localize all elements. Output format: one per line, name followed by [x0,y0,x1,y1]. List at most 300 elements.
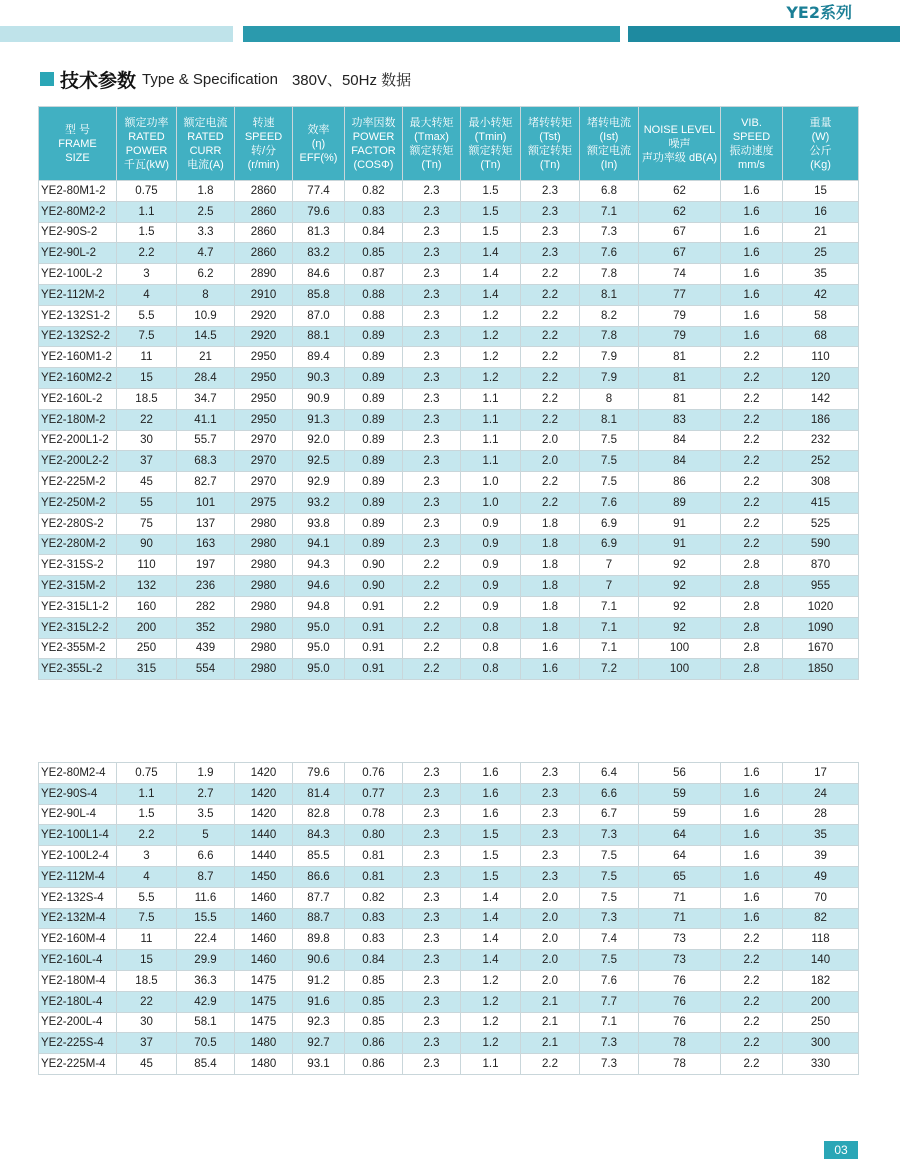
table-cell: 2.3 [403,347,461,368]
table-row [39,451,859,472]
table-cell: 1.6 [721,804,783,825]
table-cell: 0.81 [345,846,403,867]
table-cell: 2.2 [521,326,580,347]
table-cell: 81 [639,368,721,389]
table-cell: 100 [639,659,721,680]
table-cell: 7.7 [580,991,639,1012]
table-cell: 7.5 [580,846,639,867]
column-header [235,107,293,181]
table-cell: 1.5 [117,804,177,825]
table-cell: 70.5 [177,1033,235,1054]
table-cell: 2.2 [403,555,461,576]
table-cell: 2.3 [403,201,461,222]
table-cell: 2.3 [403,305,461,326]
table-cell: 81.3 [293,222,345,243]
table-cell: 2.2 [117,825,177,846]
table-cell: 2.2 [721,929,783,950]
table-cell: 2.2 [521,368,580,389]
table-cell: 0.9 [461,513,521,534]
table-cell: 81 [639,388,721,409]
table-cell: 0.81 [345,866,403,887]
table-cell: 2.2 [521,1054,580,1075]
frame-size-cell: YE2-160M-4 [39,929,117,950]
table-cell: 2.2 [721,991,783,1012]
table-cell: 2.3 [403,409,461,430]
frame-size-cell: YE2-160L-4 [39,950,117,971]
table-cell: 7 [580,576,639,597]
column-header-line: RATED [128,130,165,143]
table-row [39,243,859,264]
table-cell: 82.8 [293,804,345,825]
table-cell: 2.3 [403,451,461,472]
table-cell: 2950 [235,388,293,409]
table-cell: 1.5 [461,222,521,243]
table-cell: 17 [783,763,859,784]
frame-size-cell: YE2-90L-2 [39,243,117,264]
table-cell: 21 [177,347,235,368]
column-header [721,107,783,181]
table-cell: 110 [783,347,859,368]
column-header-line: 堵转转矩 [528,116,572,129]
table-cell: 1.4 [461,908,521,929]
table-cell: 870 [783,555,859,576]
table-cell: 89.8 [293,929,345,950]
table-cell: 2.2 [721,347,783,368]
table-cell: 18.5 [117,970,177,991]
table-cell: 1.1 [117,201,177,222]
table-cell: 68.3 [177,451,235,472]
frame-size-cell: YE2-80M1-2 [39,181,117,202]
table-cell: 2.0 [521,887,580,908]
table-cell: 140 [783,950,859,971]
frame-size-cell: YE2-160M1-2 [39,347,117,368]
table-cell: 1.9 [177,763,235,784]
table-cell: 2.0 [521,908,580,929]
table-cell: 1.6 [721,201,783,222]
table-cell: 6.8 [580,181,639,202]
table-cell: 2.2 [521,472,580,493]
table-cell: 2.3 [403,763,461,784]
table-cell: 2.3 [521,783,580,804]
table-row [39,326,859,347]
table-header-row [39,107,859,181]
table-cell: 1.6 [461,783,521,804]
table-cell: 7.3 [580,1054,639,1075]
table-cell: 2.3 [403,243,461,264]
column-header-line: SPEED [732,130,771,143]
table-cell: 1.5 [461,846,521,867]
frame-size-cell: YE2-90S-4 [39,783,117,804]
table-cell: 1.6 [721,264,783,285]
table-cell: 35 [783,264,859,285]
table-cell: 89 [639,492,721,513]
column-header-line: 堵转电流 [587,116,631,129]
column-header-line: (Tmin) [474,130,507,143]
table-cell: 5 [177,825,235,846]
table-cell: 1.4 [461,284,521,305]
table-cell: 11 [117,347,177,368]
table-cell: 2.3 [403,783,461,804]
frame-size-cell: YE2-280M-2 [39,534,117,555]
table-cell: 0.77 [345,783,403,804]
table-cell: 29.9 [177,950,235,971]
table-cell: 2.3 [403,326,461,347]
table-cell: 2.2 [403,617,461,638]
table-cell: 73 [639,929,721,950]
table-cell: 0.91 [345,659,403,680]
table-cell: 1.6 [721,763,783,784]
table-cell: 1.4 [461,243,521,264]
table-cell: 1.8 [521,617,580,638]
table-cell: 81.4 [293,783,345,804]
column-header-line: (η) [311,137,326,150]
table-cell: 55.7 [177,430,235,451]
table-cell: 88.1 [293,326,345,347]
table-cell: 2.7 [177,783,235,804]
table-cell: 2.3 [521,825,580,846]
table-cell: 1440 [235,846,293,867]
table-cell: 94.1 [293,534,345,555]
table-cell: 37 [117,451,177,472]
table-cell: 15 [117,368,177,389]
table-cell: 7.6 [580,243,639,264]
table-cell: 200 [117,617,177,638]
table-cell: 0.8 [461,659,521,680]
table-cell: 1.8 [177,181,235,202]
table-cell: 82 [783,908,859,929]
table-row [39,783,859,804]
table-cell: 0.89 [345,347,403,368]
table-cell: 0.89 [345,409,403,430]
table-cell: 22 [117,409,177,430]
table-cell: 2.2 [521,347,580,368]
table-cell: 2.8 [721,596,783,617]
table-cell: 1.6 [721,326,783,347]
table-cell: 83 [639,409,721,430]
table-cell: 35 [783,825,859,846]
column-header-line: CURR [189,144,222,157]
table-row [39,201,859,222]
table-cell: 0.78 [345,804,403,825]
table-cell: 2.3 [403,430,461,451]
table-cell: 71 [639,887,721,908]
table-cell: 1.0 [461,472,521,493]
table-cell: 58.1 [177,1012,235,1033]
table-row [39,555,859,576]
table-cell: 1.4 [461,264,521,285]
table-cell: 1420 [235,804,293,825]
column-header-line: NOISE LEVEL [643,123,716,136]
table-cell: 5.5 [117,305,177,326]
frame-size-cell: YE2-112M-4 [39,866,117,887]
table-cell: 2980 [235,555,293,576]
table-cell: 2.3 [521,804,580,825]
table-cell: 2980 [235,576,293,597]
table-cell: 79.6 [293,763,345,784]
table-cell: 2.3 [403,388,461,409]
table-cell: 28 [783,804,859,825]
table-cell: 2.3 [521,201,580,222]
table-cell: 2950 [235,347,293,368]
table-cell: 85.5 [293,846,345,867]
table-cell: 2.3 [403,846,461,867]
table-cell: 1.5 [461,825,521,846]
table-cell: 110 [117,555,177,576]
table-cell: 1480 [235,1054,293,1075]
table-cell: 2.2 [117,243,177,264]
table-cell: 56 [639,763,721,784]
table-cell: 79 [639,305,721,326]
column-header-line: (W) [811,130,830,143]
table-cell: 90 [117,534,177,555]
table-cell: 95.0 [293,617,345,638]
table-cell: 7.5 [580,472,639,493]
table-row [39,1033,859,1054]
table-cell: 330 [783,1054,859,1075]
table-cell: 89.4 [293,347,345,368]
table-cell: 186 [783,409,859,430]
table-cell: 65 [639,866,721,887]
frame-size-cell: YE2-200L-4 [39,1012,117,1033]
table-cell: 8 [177,284,235,305]
table-cell: 58 [783,305,859,326]
table-cell: 2.3 [403,284,461,305]
table-cell: 0.85 [345,970,403,991]
table-cell: 0.75 [117,763,177,784]
column-header-line: 声功率级 dB(A) [641,151,718,164]
table-cell: 1.6 [721,825,783,846]
table-row [39,430,859,451]
table-cell: 3 [117,846,177,867]
table-cell: 2.5 [177,201,235,222]
table-cell: 2.2 [521,409,580,430]
table-cell: 2970 [235,472,293,493]
column-header [783,107,859,181]
table-row [39,991,859,1012]
table-cell: 1.4 [461,887,521,908]
table-cell: 0.85 [345,991,403,1012]
table-cell: 0.88 [345,305,403,326]
table-cell: 1480 [235,1033,293,1054]
table-cell: 78 [639,1033,721,1054]
table-cell: 71 [639,908,721,929]
table-row [39,929,859,950]
column-header-line: (COSΦ) [353,158,394,171]
table-cell: 90.6 [293,950,345,971]
table-cell: 0.84 [345,950,403,971]
table-cell: 6.9 [580,513,639,534]
table-cell: 0.89 [345,326,403,347]
table-cell: 92.5 [293,451,345,472]
table-row [39,763,859,784]
table-row [39,472,859,493]
frame-size-cell: YE2-132S-4 [39,887,117,908]
table-cell: 14.5 [177,326,235,347]
table-cell: 2980 [235,617,293,638]
table-cell: 1.4 [461,950,521,971]
table-cell: 2975 [235,492,293,513]
table-cell: 1090 [783,617,859,638]
table-cell: 24 [783,783,859,804]
table-cell: 120 [783,368,859,389]
column-header-line: SPEED [244,130,283,143]
table-cell: 415 [783,492,859,513]
table-cell: 2.3 [403,866,461,887]
table-cell: 75 [117,513,177,534]
column-header-line: 公斤 [809,144,832,157]
frame-size-cell: YE2-112M-2 [39,284,117,305]
table-cell: 1.5 [461,866,521,887]
table-cell: 315 [117,659,177,680]
table-cell: 7.3 [580,908,639,929]
table-cell: 1.6 [721,284,783,305]
column-header-line: POWER [352,130,395,143]
table-cell: 7 [580,555,639,576]
table-cell: 197 [177,555,235,576]
table-cell: 62 [639,181,721,202]
table-cell: 2.3 [403,513,461,534]
frame-size-cell: YE2-80M2-2 [39,201,117,222]
table-cell: 1460 [235,929,293,950]
table-cell: 7.1 [580,1012,639,1033]
table-cell: 94.8 [293,596,345,617]
table-cell: 7.2 [580,659,639,680]
table-cell: 4 [117,284,177,305]
table-cell: 1420 [235,763,293,784]
table-cell: 2.2 [721,409,783,430]
table-cell: 2.3 [521,763,580,784]
table-cell: 70 [783,887,859,908]
frame-size-cell: YE2-355M-2 [39,638,117,659]
table-cell: 0.90 [345,555,403,576]
table-cell: 77 [639,284,721,305]
table-cell: 7.1 [580,617,639,638]
table-row [39,284,859,305]
table-cell: 92 [639,576,721,597]
table-cell: 2.3 [403,970,461,991]
table-cell: 101 [177,492,235,513]
table-cell: 7.3 [580,222,639,243]
frame-size-cell: YE2-180L-4 [39,991,117,1012]
frame-size-cell: YE2-180M-2 [39,409,117,430]
column-header-line: 电流(A) [187,158,224,171]
table-cell: 1.1 [461,409,521,430]
table-row [39,388,859,409]
table-cell: 2.3 [403,908,461,929]
table-cell: 4 [117,866,177,887]
frame-size-cell: YE2-180M-4 [39,970,117,991]
table-cell: 0.9 [461,596,521,617]
table-cell: 7.3 [580,1033,639,1054]
table-cell: 1.1 [461,430,521,451]
table-cell: 22 [117,991,177,1012]
heading-spec: 380V、50Hz 数据 [291,71,412,89]
table-cell: 2970 [235,430,293,451]
table-row [39,534,859,555]
column-header-line: (Tn) [539,158,561,171]
table-cell: 282 [177,596,235,617]
table-cell: 93.2 [293,492,345,513]
table-row [39,596,859,617]
table-cell: 7.6 [580,970,639,991]
table-cell: 2.3 [403,368,461,389]
table-cell: 0.89 [345,368,403,389]
table-cell: 2.8 [721,555,783,576]
table-cell: 2.1 [521,1012,580,1033]
column-header-line: 噪声 [668,137,691,150]
header-bar-left [0,26,233,42]
table-cell: 94.3 [293,555,345,576]
table-cell: 2.2 [721,1012,783,1033]
frame-size-cell: YE2-100L2-4 [39,846,117,867]
table-cell: 100 [639,638,721,659]
column-header-line: 转/分 [250,144,277,157]
frame-size-cell: YE2-280S-2 [39,513,117,534]
table-row [39,846,859,867]
column-header-line: (Kg) [810,158,831,171]
series-title: YE2系列 [786,3,852,22]
table-cell: 86.6 [293,866,345,887]
column-header-line: SIZE [65,151,90,164]
table-cell: 64 [639,846,721,867]
column-header-line: 额定功率 [124,116,169,129]
table-cell: 955 [783,576,859,597]
column-header-line: (In) [600,158,618,171]
table-cell: 59 [639,804,721,825]
table-cell: 2.2 [721,430,783,451]
table-cell: 8 [580,388,639,409]
table-cell: 6.7 [580,804,639,825]
table-cell: 8.1 [580,409,639,430]
table-cell: 1.6 [461,763,521,784]
table-cell: 554 [177,659,235,680]
table-cell: 0.9 [461,576,521,597]
table-cell: 42 [783,284,859,305]
table-cell: 2.0 [521,430,580,451]
table-cell: 1.6 [721,783,783,804]
table-cell: 92 [639,596,721,617]
column-header-line: 最大转矩 [409,116,454,129]
table-row [39,659,859,680]
table-cell: 1850 [783,659,859,680]
table-cell: 252 [783,451,859,472]
table-cell: 0.89 [345,472,403,493]
column-header-line: 额定转矩 [528,144,572,157]
table-cell: 39 [783,846,859,867]
table-row [39,576,859,597]
table-cell: 92 [639,555,721,576]
table-cell: 1.8 [521,513,580,534]
table-cell: 525 [783,513,859,534]
table-cell: 2.2 [403,638,461,659]
table-cell: 1.6 [461,804,521,825]
table-cell: 2920 [235,326,293,347]
table-cell: 64 [639,825,721,846]
table-cell: 2.3 [521,866,580,887]
table-row [39,804,859,825]
table-cell: 79.6 [293,201,345,222]
table-cell: 7.5 [117,908,177,929]
table-cell: 2.3 [403,804,461,825]
table-cell: 0.85 [345,243,403,264]
table-cell: 82.7 [177,472,235,493]
table-cell: 2970 [235,451,293,472]
table-cell: 160 [117,596,177,617]
table-cell: 0.89 [345,451,403,472]
table-row [39,1012,859,1033]
table-cell: 2.3 [521,243,580,264]
table-row [39,222,859,243]
